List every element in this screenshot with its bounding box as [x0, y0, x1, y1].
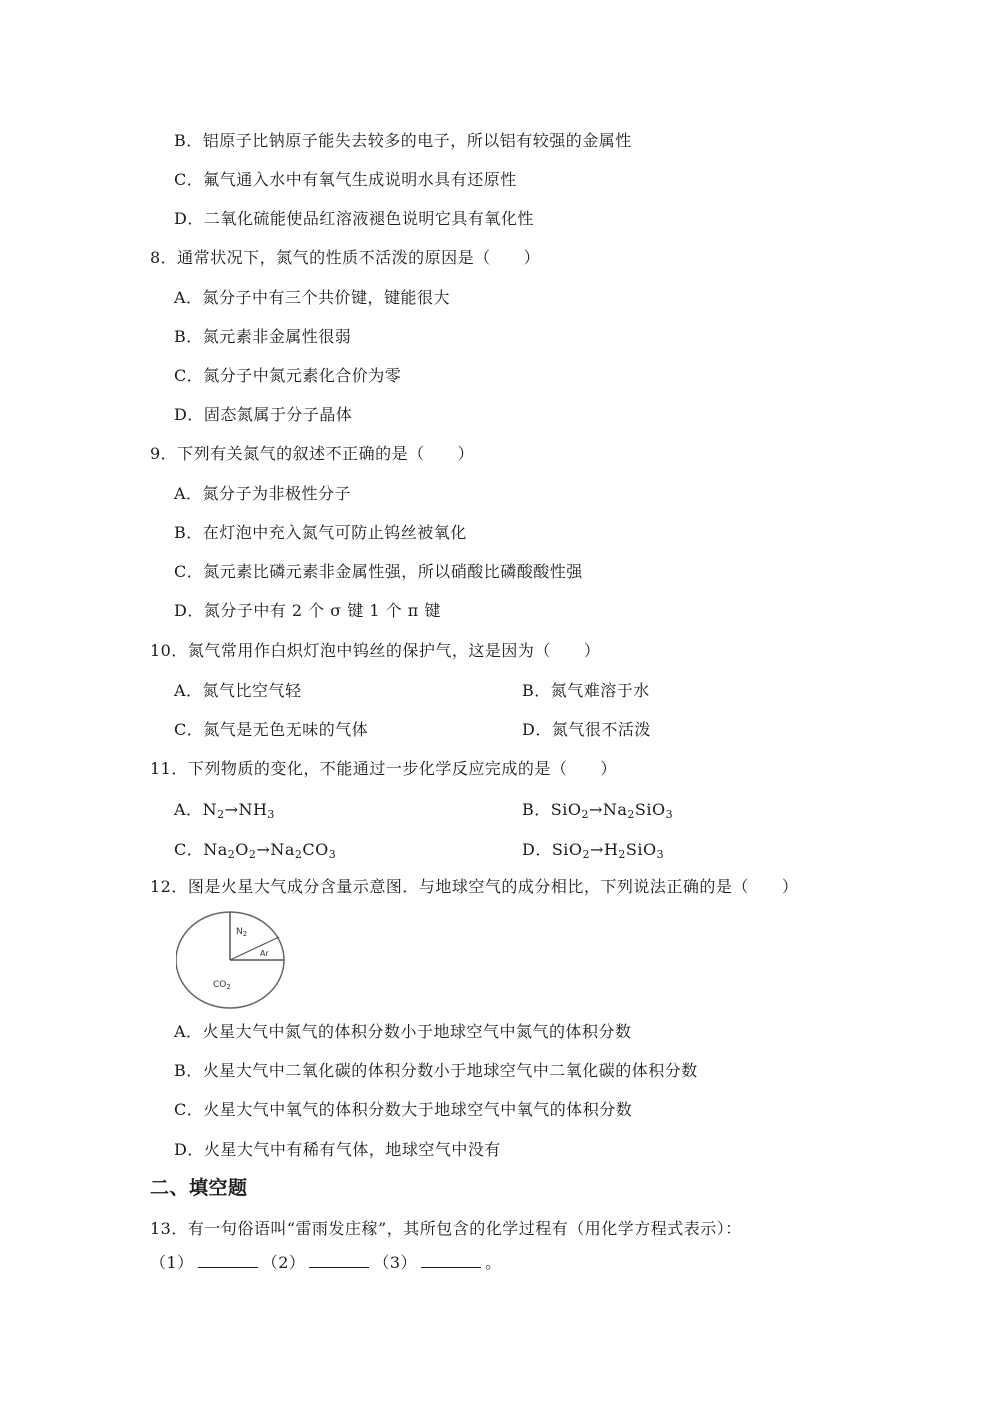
q8-stem: 8．通常状况下，氮气的性质不活泼的原因是（ ）: [150, 248, 541, 267]
q12-option-d: D．火星大气中有稀有气体，地球空气中没有: [174, 1140, 501, 1159]
q9-option-a: A．氮分子为非极性分子: [174, 484, 352, 503]
answer-blank-1[interactable]: [198, 1253, 258, 1268]
answer-blank-2[interactable]: [309, 1253, 369, 1268]
q9-option-c: C．氮元素比磷元素非金属性强，所以硝酸比磷酸酸性强: [174, 562, 583, 581]
q7-option-b: B．铝原子比钠原子能失去较多的电子，所以铝有较强的金属性: [174, 131, 632, 150]
q12-option-a: A．火星大气中氮气的体积分数小于地球空气中氮气的体积分数: [174, 1022, 632, 1041]
q13-stem: 13．有一句俗语叫“雷雨发庄稼”，其所包含的化学过程有（用化学方程式表示）：: [150, 1219, 742, 1238]
q12-option-c: C．火星大气中氧气的体积分数大于地球空气中氧气的体积分数: [174, 1100, 633, 1119]
q9-stem: 9．下列有关氮气的叙述不正确的是（ ）: [150, 444, 475, 463]
n2-label: $N_2$: [236, 927, 248, 938]
q11-option-d: D．$SiO_2\to H_2SiO_3$: [522, 840, 665, 861]
q11-stem: 11．下列物质的变化，不能通过一步化学反应完成的是（ ）: [150, 759, 617, 778]
q10-option-c: C．氮气是无色无味的气体: [174, 720, 369, 739]
q7-option-c: C．氟气通入水中有氧气生成说明水具有还原性: [174, 170, 517, 189]
q11-option-b: B．$SiO_2\to Na_2SiO_3$: [522, 800, 674, 821]
co2-label: $CO_2$: [213, 980, 231, 991]
q11-option-a: A．$N_2\to NH_3$: [174, 800, 275, 821]
q9-option-d: D．氮分子中有 2 个 σ 键 1 个 π 键: [174, 601, 441, 620]
q9-option-b: B．在灯泡中充入氮气可防止钨丝被氧化: [174, 523, 467, 542]
q10-stem: 10．氮气常用作白炽灯泡中钨丝的保护气，这是因为（ ）: [150, 641, 601, 660]
q8-option-b: B．氮元素非金属性很弱: [174, 327, 352, 346]
section-title-fill-in: 二、填空题: [150, 1177, 248, 1199]
q8-option-a: A．氮分子中有三个共价键，键能很大: [174, 288, 451, 307]
q12-option-b: B．火星大气中二氧化碳的体积分数小于地球空气中二氧化碳的体积分数: [174, 1061, 698, 1080]
q10-option-b: B．氮气难溶于水: [522, 681, 650, 700]
mars-atmosphere-pie-figure: [176, 910, 288, 1010]
answer-blank-3[interactable]: [421, 1253, 481, 1268]
q10-option-d: D．氮气很不活泼: [522, 720, 651, 739]
q8-option-c: C．氮分子中氮元素化合价为零: [174, 366, 402, 385]
q8-option-d: D．固态氮属于分子晶体: [174, 405, 353, 424]
q12-stem: 12．图是火星大气成分含量示意图．与地球空气的成分相比，下列说法正确的是（ ）: [150, 877, 799, 896]
q10-option-a: A．氮气比空气轻: [174, 681, 302, 700]
q13-blanks: （1） （2） （3） 。: [150, 1253, 502, 1272]
q11-option-c: C．$Na_2O_2\to Na_2CO_3$: [174, 840, 337, 861]
ar-label: Ar: [260, 949, 269, 958]
q7-option-d: D．二氧化硫能使品红溶液褪色说明它具有氧化性: [174, 209, 534, 228]
